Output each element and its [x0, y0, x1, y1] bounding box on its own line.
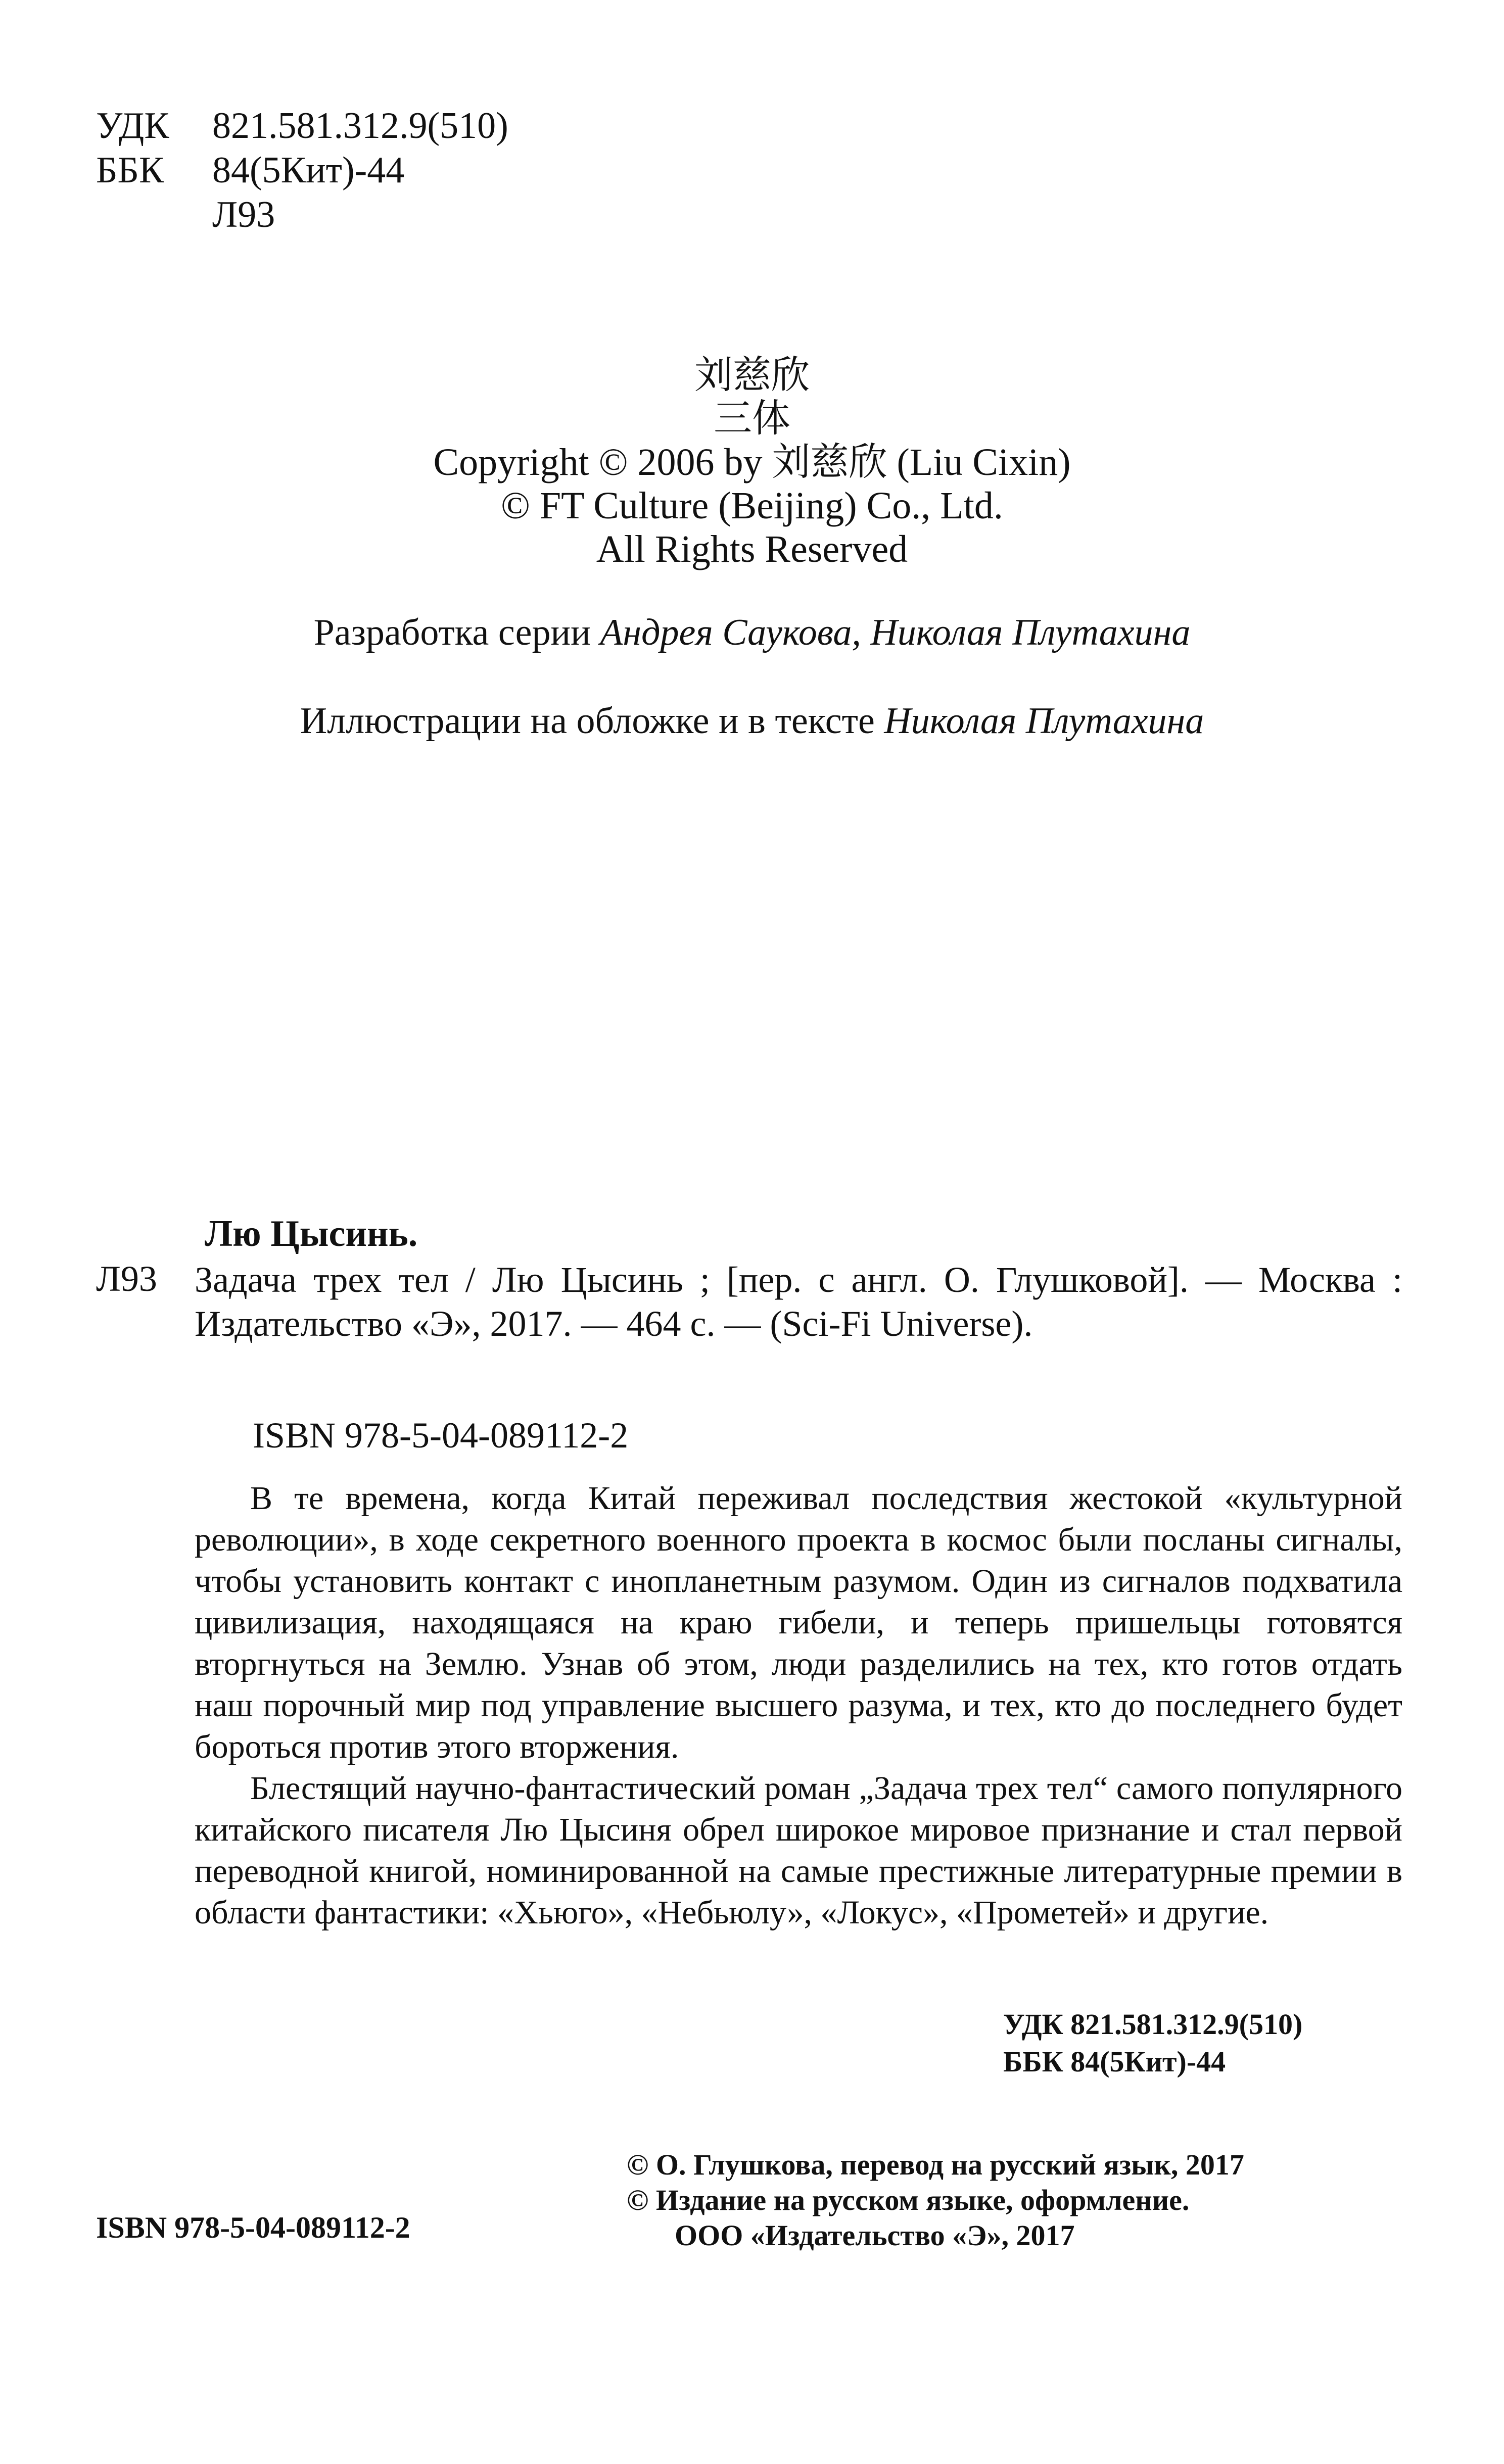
series-credit-names: Андрея Саукова, Николая Плутахина [600, 612, 1191, 653]
udk-label: УДК [96, 105, 169, 147]
footer-isbn: ISBN 978-5-04-089112-2 [96, 2211, 410, 2244]
edition-copyright-line-2: ООО «Издательство «Э», 2017 [675, 2219, 1075, 2252]
bibliography-citation: Задача трех тел / Лю Цысинь ; [пер. с англ. О. Глушковой]. — Москва : Издательство «Э», 2017. — 464 с. — (Sci-Fi Universe). [195, 1260, 1402, 1344]
illustrations-credit [0, 700, 1504, 743]
annotation-paragraph-2: Блестящий научно-фантастический роман „Задача трех тел“ самого популярного китайского писателя Лю Цысиня обрел широкое мировое признание и стал первой переводной книгой, номинированной на самые престижные литературные премии в области фантастики: «Хьюго», «Небьюлу», «Локус», «Прометей» и другие. [195, 1770, 1402, 1931]
copyright-line: Copyright © 2006 by 刘慈欣 (Liu Cixin) [433, 441, 1071, 484]
bibliography-isbn: ISBN 978-5-04-089112-2 [253, 1415, 629, 1456]
author-code: Л93 [212, 194, 275, 235]
footer-bbk: ББК 84(5Кит)-44 [1003, 2045, 1226, 2078]
bbk-row [96, 148, 508, 192]
copyright-author-chinese: 刘慈欣 [694, 354, 810, 397]
translation-copyright: © О. Глушкова, перевод на русский язык, 2017 [627, 2148, 1244, 2181]
series-credit-prefix: Разработка серии [313, 612, 591, 653]
bibliography-code: Л93 [96, 1259, 157, 1299]
copyright-rights: All Rights Reserved [596, 528, 908, 570]
copyright-title-chinese: 三体 [714, 398, 790, 440]
illustrations-credit-prefix: Иллюстрации на обложке и в тексте [300, 700, 875, 742]
bbk-value: 84(5Кит)-44 [212, 150, 405, 191]
annotation-paragraph-1: В те времена, когда Китай переживал последствия жестокой «культурной революции», в ходе секретного военного проекта в космос были посланы сигналы, чтобы установить контакт с инопланетным разумом. Один из сигналов подхватила цивилизация, находящаяся на краю гибели, и теперь пришельцы готовятся вторгнуться на Землю. Узнав об этом, люди разделились на тех, кто готов отдать наш порочный мир под управление высшего разума, и тех, кто до последнего будет бороться против этого вторжения. [195, 1480, 1402, 1765]
series-credit [0, 611, 1504, 654]
udk-value: 821.581.312.9(510) [212, 105, 508, 147]
footer-copyrights [627, 2147, 1244, 2253]
udk-row [96, 104, 508, 148]
footer-classification [1003, 2006, 1302, 2081]
annotation [195, 1478, 1402, 1934]
classification-codes [96, 104, 508, 237]
copyright-block [0, 354, 1504, 571]
footer-udk: УДК 821.581.312.9(510) [1003, 2008, 1303, 2041]
copyright-holder: © FT Culture (Beijing) Co., Ltd. [501, 485, 1003, 527]
bbk-label: ББК [96, 150, 164, 191]
illustrations-credit-name: Николая Плутахина [884, 700, 1204, 742]
edition-copyright-line-1: © Издание на русском языке, оформление. [627, 2184, 1190, 2216]
bibliography-author: Лю Цысинь. [205, 1213, 418, 1254]
